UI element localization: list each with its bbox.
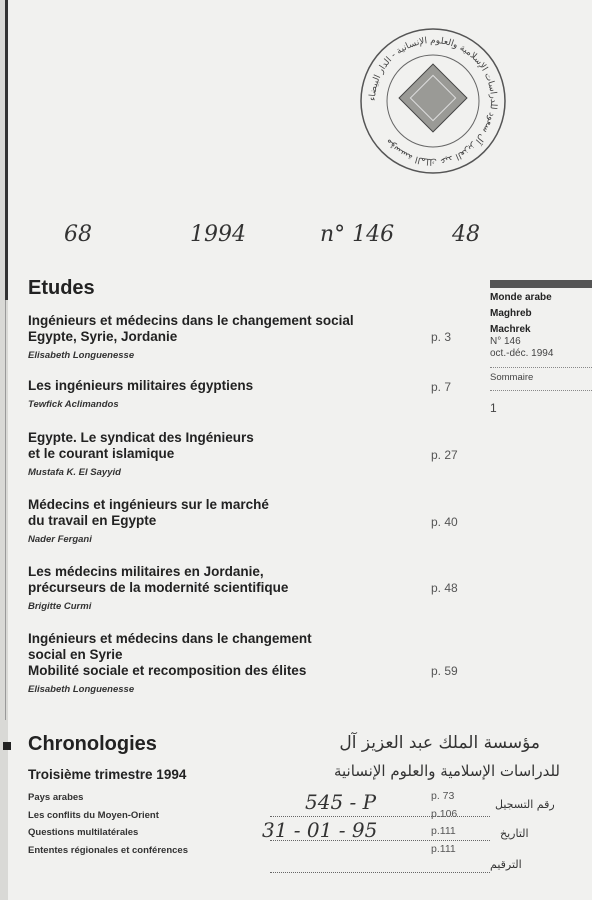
issue-number: N° 146 xyxy=(490,336,521,347)
entry-author: Mustafa K. El Sayyid xyxy=(28,467,121,478)
class-label: الترقيم xyxy=(490,858,522,871)
page-number: 1 xyxy=(490,401,497,415)
entry-title: Ingénieurs et médecins dans le changement xyxy=(28,631,312,646)
handwritten-number: 48 xyxy=(452,222,480,247)
stamp-dotted-line xyxy=(270,816,490,817)
entry-title: Ingénieurs et médecins dans le changement social xyxy=(28,313,354,328)
journal-name: Monde arabe xyxy=(490,292,552,303)
issue-date: oct.-déc. 1994 xyxy=(490,348,554,359)
entry-page: p. 3 xyxy=(431,330,452,344)
entry-page: p. 48 xyxy=(431,581,458,595)
sidebar-bar xyxy=(490,280,592,288)
entry-author: Brigitte Curmi xyxy=(28,601,92,612)
entry-author: Elisabeth Longuenesse xyxy=(28,350,135,361)
chronology-page: p.111 xyxy=(431,843,456,855)
entry-title: Egypte. Le syndicat des Ingénieurs xyxy=(28,430,254,445)
entry-title-cont: précurseurs de la modernité scientifique xyxy=(28,580,289,595)
entry-title: Médecins et ingénieurs sur le marché xyxy=(28,497,269,512)
stamp-dotted-line xyxy=(270,872,490,873)
entry-page: p. 59 xyxy=(431,664,458,678)
chronology-page: p.111 xyxy=(431,825,456,837)
journal-name: Machrek xyxy=(490,324,531,335)
chronology-page: p.106 xyxy=(431,808,458,820)
sidebar-divider xyxy=(490,390,592,391)
spine-edge-line xyxy=(5,0,8,300)
entry-title-cont: du travail en Egypte xyxy=(28,513,157,528)
chronology-item[interactable]: Questions multilatérales xyxy=(28,827,139,838)
entry-subtitle: Mobilité sociale et recomposition des élites xyxy=(28,663,307,678)
entry-title-cont: Egypte, Syrie, Jordanie xyxy=(28,329,178,344)
chronology-page: p. 73 xyxy=(431,790,455,802)
library-stamp-line2: للدراسات الإسلامية والعلوم الإنسانية xyxy=(333,762,560,780)
registration-date: 31 - 01 - 95 xyxy=(262,818,378,842)
journal-sidebar xyxy=(490,280,592,415)
section-title-chronologies: Chronologies xyxy=(28,733,157,755)
chronologies-subtitle: Troisième trimestre 1994 xyxy=(28,767,187,782)
entry-page: p. 7 xyxy=(431,380,452,394)
entry-author: Tewfick Aclimandos xyxy=(28,399,119,410)
handwritten-number: 68 xyxy=(64,222,92,247)
handwritten-issue: n° 146 xyxy=(320,222,395,247)
entry-title-cont: social en Syrie xyxy=(28,647,123,662)
chronology-item[interactable]: Les conflits du Moyen-Orient xyxy=(28,810,159,821)
toc-entry[interactable] xyxy=(28,430,448,478)
sidebar-label: Sommaire xyxy=(490,372,534,383)
stamp-dotted-line xyxy=(270,840,490,841)
entry-page: p. 40 xyxy=(431,515,458,529)
entry-title: Les médecins militaires en Jordanie, xyxy=(28,564,264,579)
registration-number: 545 - P xyxy=(305,790,377,814)
entry-author: Elisabeth Longuenesse xyxy=(28,684,135,695)
toc-entry[interactable] xyxy=(28,378,448,410)
seal-text: مؤسسة الملك عبد العزيز آل سعود للدراسات الإسلامية والعلوم الإنسانية - الدار البيضاء xyxy=(367,35,499,167)
chronology-item[interactable]: Ententes régionales et conférences xyxy=(28,845,188,856)
entry-page: p. 27 xyxy=(431,448,458,462)
section-title-etudes: Etudes xyxy=(28,277,95,299)
entry-title: Les ingénieurs militaires égyptiens xyxy=(28,378,254,393)
toc-entry[interactable] xyxy=(28,564,448,612)
sidebar-divider xyxy=(490,367,592,368)
registration-label: رقم التسجيل xyxy=(495,798,555,811)
spine-edge-line-lower xyxy=(5,300,6,720)
entry-title-cont: et le courant islamique xyxy=(28,446,175,461)
chronology-item[interactable]: Pays arabes xyxy=(28,792,84,803)
library-seal-stamp xyxy=(358,26,508,176)
date-label: التاريخ xyxy=(500,827,529,840)
entry-author: Nader Fergani xyxy=(28,534,92,545)
library-stamp-line1: مؤسسة الملك عبد العزيز آل xyxy=(339,733,540,753)
toc-entry[interactable] xyxy=(28,631,448,695)
handwritten-year: 1994 xyxy=(190,222,246,247)
section-bullet xyxy=(3,742,11,750)
toc-entry[interactable] xyxy=(28,313,448,361)
journal-name: Maghreb xyxy=(490,308,532,319)
toc-entry[interactable] xyxy=(28,497,448,545)
